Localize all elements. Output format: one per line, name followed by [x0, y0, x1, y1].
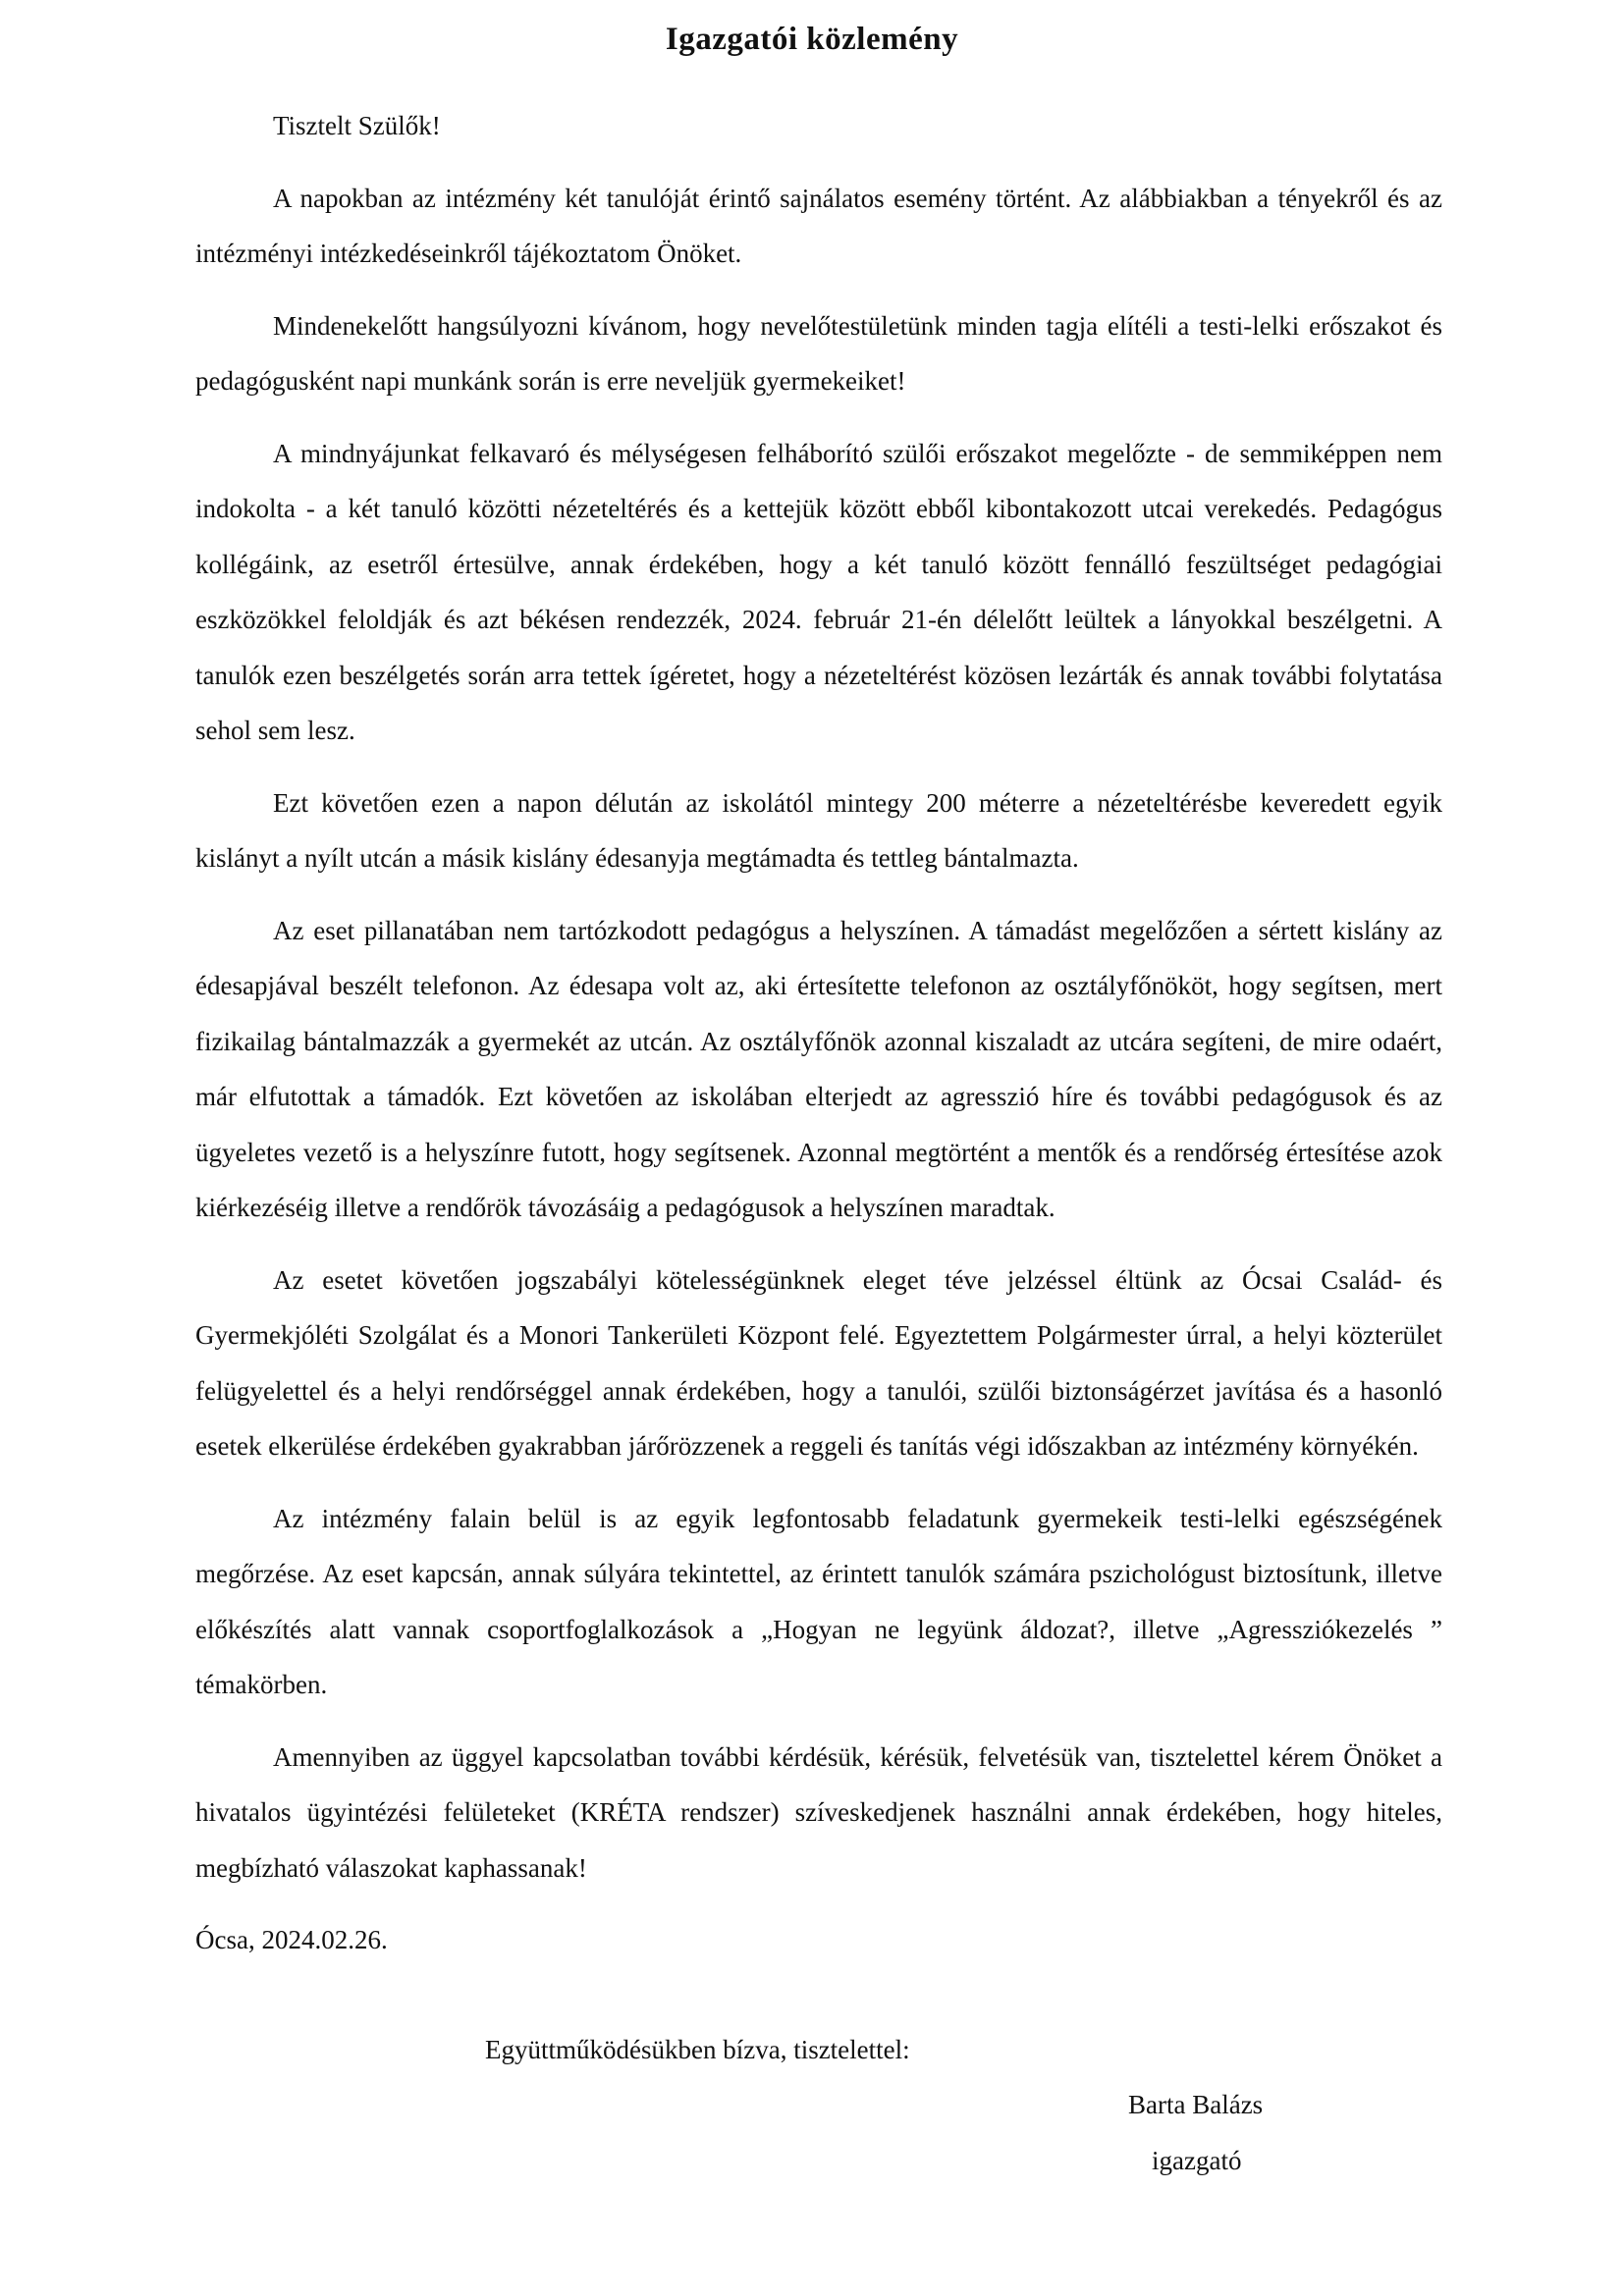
paragraph-4: Ezt követően ezen a napon délután az iskolától mintegy 200 méterre a nézeteltérésbe keveredett egyik kislányt a nyílt utcán a másik kislány édesanyja megtámadta és tettleg bántalmazta. — [195, 787, 1442, 873]
document-body — [195, 98, 1442, 2188]
paragraph-1: A napokban az intézmény két tanulóját érintő sajnálatos esemény történt. Az alábbiakban a tényekről és az intézményi intézkedéseinkről tájékoztatom Önöket. — [195, 183, 1442, 268]
salutation: Tisztelt Szülők! — [273, 111, 441, 140]
paragraph-7: Az intézmény falain belül is az egyik legfontosabb feladatunk gyermekeik testi-lelki egészségének megőrzése. Az eset kapcsán, annak súlyára tekintettel, az érintett tanulók számára pszichológust biztosítunk, illetve előkészítés alatt vannak csoportfoglalkozások a „Hogyan ne legyünk áldozat?, illetve „Agressziókezelés ” témakörben. — [195, 1503, 1442, 1699]
paragraph-5: Az eset pillanatában nem tartózkodott pedagógus a helyszínen. A támadást megelőzően a sértett kislány az édesapjával beszélt telefonon. Az édesapa volt az, aki értesítette telefonon az osztályfőnököt, hogy segítsen, mert fizikailag bántalmazzák a gyermekét az utcán. Az osztályfőnök azonnal kiszaladt az utcára segíteni, de mire odaért, már elfutottak a támadók. Ezt követően az iskolában elterjedt az agresszió híre és további pedagógusok és az ügyeletes vezető is a helyszínre futott, hogy segítsenek. Azonnal megtörtént a mentők és a rendőrség értesítése azok kiérkezéséig illetve a rendőrök távozásáig a pedagógusok a helyszínen maradtak. — [195, 915, 1442, 1222]
document-title: Igazgatói közlemény — [665, 22, 959, 57]
paragraph-3: A mindnyájunkat felkavaró és mélységesen felháborító szülői erőszakot megelőzte - de semmiképpen nem indokolta - a két tanuló közötti nézeteltérés és a kettejük között ebből kibontakozott utcai verekedés. Pedagógus kollégáink, az esetről értesülve, annak érdekében, hogy a két tanuló között fennálló feszültséget pedagógiai eszközökkel feloldják és azt békésen rendezzék, 2024. február 21-én délelőtt leültek a lányokkal beszélgetni. A tanulók ezen beszélgetés során arra tettek ígéretet, hogy a nézeteltérést közösen lezárták és annak további folytatása sehol sem lesz. — [195, 438, 1442, 745]
paragraph-8: Amennyiben az üggyel kapcsolatban további kérdésük, kérésük, felvetésük van, tisztelettel kérem Önöket a hivatalos ügyintézési felületeket (KRÉTA rendszer) szíveskedjenek használni annak érdekében, hogy hiteles, megbízható válaszokat kaphassanak! — [195, 1741, 1442, 1883]
paragraph-6: Az esetet követően jogszabályi kötelességünknek eleget téve jelzéssel éltünk az Ócsai Család- és Gyermekjóléti Szolgálat és a Monori Tankerületi Központ felé. Egyeztettem Polgármester úrral, a helyi közterület felügyelettel és a helyi rendőrséggel annak érdekében, hogy a tanulói, szülői biztonságérzet javítása és a hasonló esetek elkerülése érdekében gyakrabban járőrözzenek a reggeli és tanítás végi időszakban az intézmény környékén. — [195, 1264, 1442, 1461]
paragraph-2: Mindenekelőtt hangsúlyozni kívánom, hogy nevelőtestületünk minden tagja elítéli a testi-lelki erőszakot és pedagógusként napi munkánk során is erre neveljük gyermekeiket! — [195, 310, 1442, 396]
closing-line: Együttműködésükben bízva, tisztelettel: — [485, 2034, 910, 2064]
date-line: Ócsa, 2024.02.26. — [195, 1925, 388, 1954]
signature-role: igazgató — [1152, 2145, 1242, 2175]
signature-name: Barta Balázs — [1128, 2090, 1264, 2119]
